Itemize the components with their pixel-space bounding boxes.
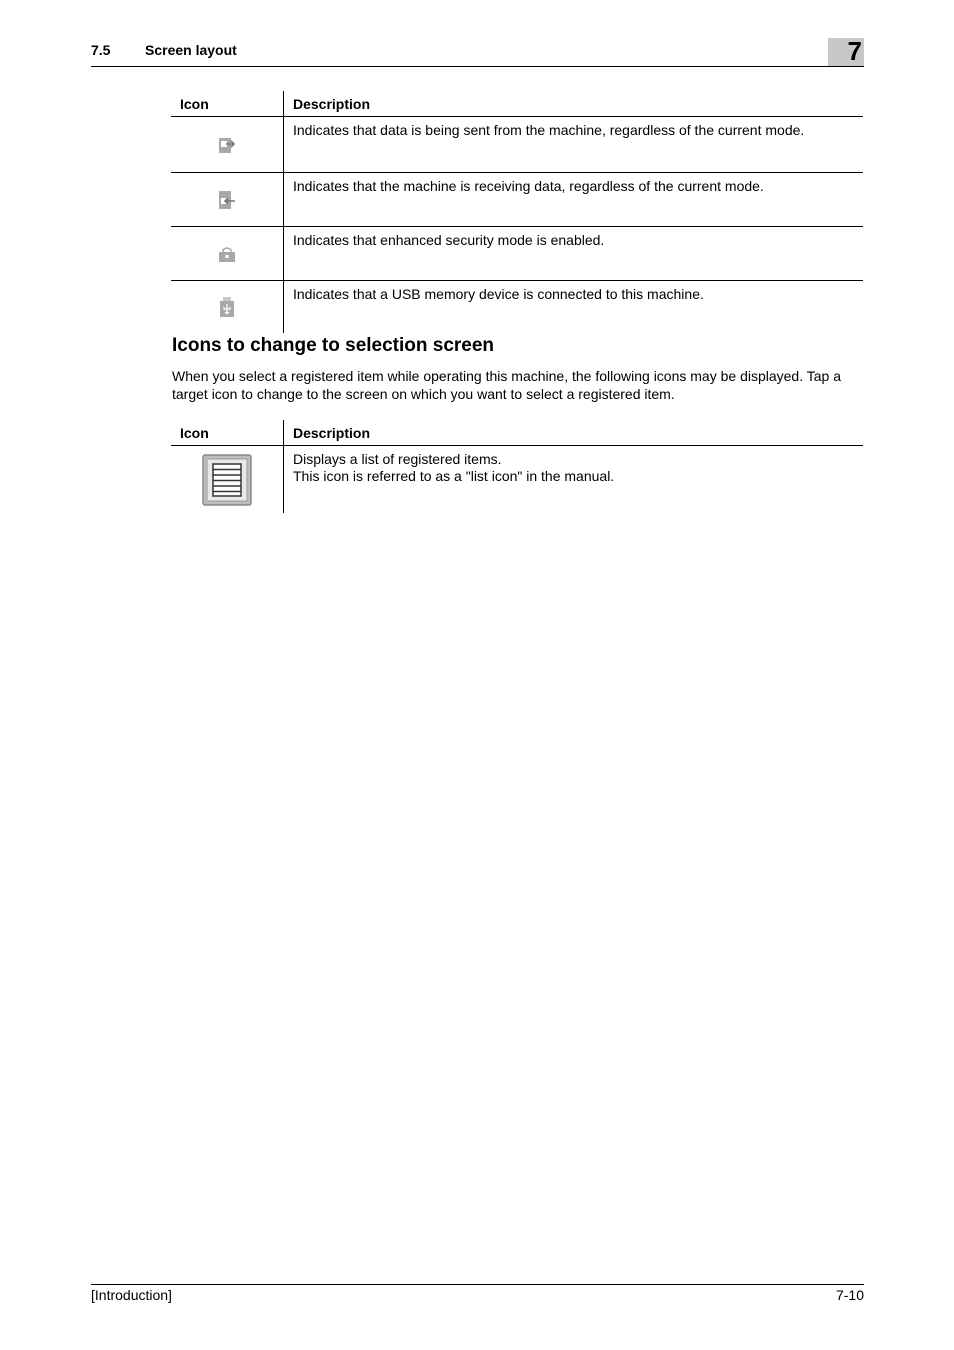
description-cell: Indicates that a USB memory device is connected to this machine. [293,286,704,302]
page-header [91,40,864,67]
description-column-header: Description [284,91,864,117]
section-heading: Icons to change to selection screen [172,335,495,356]
chapter-number: 7 [847,36,862,66]
table-row [171,446,863,514]
icon-column-header: Icon [171,420,284,446]
section-number: 7.5 [91,42,111,58]
table-header-row [171,91,863,117]
icon-cell [171,117,284,173]
status-icons-table [171,91,863,333]
section-intro-paragraph: When you select a registered item while operating this machine, the following icons may be displayed. Tap a target icon to change to the screen on which you want to select a registered item. [172,368,841,402]
usb-memory-icon [219,296,235,318]
page-number: 7-10 [835,1287,864,1303]
table-header-row [171,420,863,446]
table-row [171,117,863,173]
description-cell: Indicates that enhanced security mode is enabled. [284,227,864,281]
icon-cell [171,446,284,514]
security-lock-icon [218,245,236,263]
table-row [171,281,863,334]
section-title: Screen layout [145,42,237,58]
icon-cell [171,227,284,281]
table-row [171,227,863,281]
icon-cell [171,281,284,334]
chapter-tab [828,38,864,66]
description-cell: Indicates that data is being sent from the machine, regardless of the current mode. [284,117,864,173]
icon-column-header: Icon [171,91,284,117]
table-row [171,173,863,227]
selection-icons-table [171,420,863,513]
data-sending-icon [217,135,237,155]
description-line: This icon is referred to as a "list icon" in the manual. [293,468,615,484]
description-line: Displays a list of registered items. [293,451,502,467]
description-cell [284,446,864,514]
page-footer [91,1284,864,1303]
description-cell: Indicates that the machine is receiving data, regardless of the current mode. [284,173,864,227]
data-receiving-icon [217,189,237,211]
list-icon [202,454,252,506]
description-column-header: Description [284,420,864,446]
footer-chapter-label: [Introduction] [91,1287,172,1303]
icon-cell [171,173,284,227]
